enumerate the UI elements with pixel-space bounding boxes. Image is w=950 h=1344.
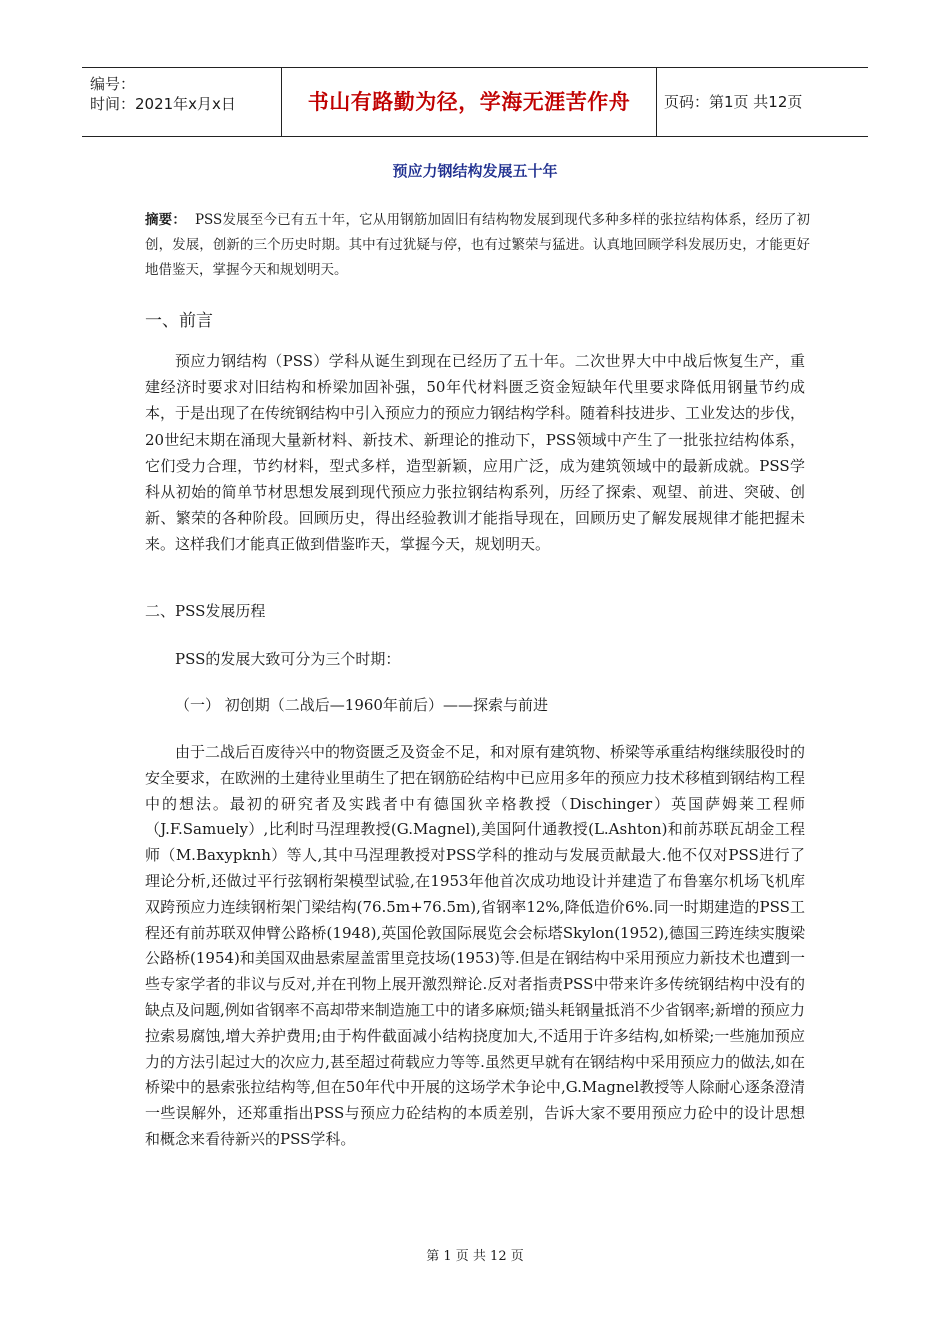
period-1-paragraph: 由于二战后百废待兴中的物资匮乏及资金不足，和对原有建筑物、桥梁等承重结构继续服役时的安全要求，在欧洲的土建待业里萌生了把在钢筋砼结构中已应用多年的预应力技术移植到钢结构工程中的想法。最初的研究者及实践者中有德国狄辛格教授（Dischinger）英国萨姆莱工程师（J.F.Samuely）,比利时马涅理教授(G.Magnel),美国阿什通教授(L.Ashton)和前苏联瓦胡金工程师（M.Baxypknh）等人,其中马涅理教授对PSS学科的推动与发展贡献最大.他不仅对PSS进行了理论分析,还做过平行弦钢桁架模型试验,在1953年他首次成功地设计并建造了布鲁塞尔机场飞机库双跨预应力连续钢桁架门梁结构(76.5m+76.5m),省钢率12%,降低造价6%.同一时期建造的PSS工程还有前苏联双伸臂公路桥(1948),英国伦敦国际展览会会标塔Skylon(1952),德国三跨连续实腹梁公路桥(1954)和美国双曲悬索屋盖雷里竞技场(1953)等.但是在钢结构中采用预应力新技术也遭到一些专家学者的非议与反对,并在刊物上展开激烈辩论.反对者指责PSS中带来许多传统钢结构中没有的缺点及问题,例如省钢率不高却带来制造施工中的诸多麻烦;锚头耗钢量抵消不少省钢率;新增的预应力拉索易腐蚀,增大养护费用;由于构件截面减小结构挠度加大,不适用于许多结构,如桥梁;一些施加预应力的方法引起过大的次应力,甚至超过荷载应力等等.虽然更早就有在钢结构中采用预应力的做法,如在桥梁中的悬索张拉结构等,但在50年代中开展的这场学术争论中,G.Magnel教授等人除耐心逐条澄清一些误解外，还郑重指出PSS与预应力砼结构的本质差别，告诉大家不要用预应力砼中的设计思想和概念来看待新兴的PSS学科。	[145, 743, 806, 1148]
number-label: 编号：	[90, 75, 136, 93]
header-table	[82, 67, 868, 137]
header-meta-cell	[82, 68, 281, 136]
section-heading-intro: 一、前言	[145, 311, 213, 331]
intro-paragraph: 预应力钢结构（PSS）学科从诞生到现在已经历了五十年。二次世界大中中战后恢复生产，重建经济时要求对旧结构和桥梁加固补强，50年代材料匮乏资金短缺年代里要求降低用钢量节约成本，于是出现了在传统钢结构中引入预应力的预应力钢结构学科。随着科技进步、工业发达的步伐，20世纪末期在涌现大量新材料、新技术、新理论的推动下，PSS领域中产生了一批张拉结构体系，它们受力合理，节约材料，型式多样，造型新颖，应用广泛，成为建筑领域中的最新成就。PSS学科从初始的简单节材思想发展到现代预应力张拉钢结构系列，历经了探索、观望、前进、突破、创新、繁荣的各种阶段。回顾历史，得出经验教训才能指导现在，回顾历史了解发展规律才能把握未来。这样我们才能真正做到借鉴昨天，掌握今天，规划明天。	[145, 352, 806, 554]
history-intro: PSS的发展大致可分为三个时期：	[175, 650, 401, 668]
section-heading-history: 二、PSS发展历程	[145, 602, 266, 620]
header-page-info: 页码：第1页 共12页	[664, 93, 803, 111]
abstract	[145, 208, 810, 283]
document-title: 预应力钢结构发展五十年	[392, 162, 558, 180]
sub-heading-period-1: （一） 初创期（二战后—1960年前后）——探索与前进	[175, 696, 548, 714]
header-motto: 书山有路勤为径，学海无涯苦作舟	[281, 68, 657, 136]
time-label: 时间：2021年x月x日	[90, 95, 236, 113]
abstract-text: PSS发展至今已有五十年，它从用钢筋加固旧有结构物发展到现代多种多样的张拉结构体系，经历了初创，发展，创新的三个历史时期。其中有过犹疑与停，也有过繁荣与猛进。认真地回顾学科发展历史，才能更好地借鉴天，掌握今天和规划明天。	[145, 212, 811, 278]
page-footer: 第 1 页 共 12 页	[426, 1249, 524, 1264]
abstract-label: 摘要：	[145, 212, 187, 228]
